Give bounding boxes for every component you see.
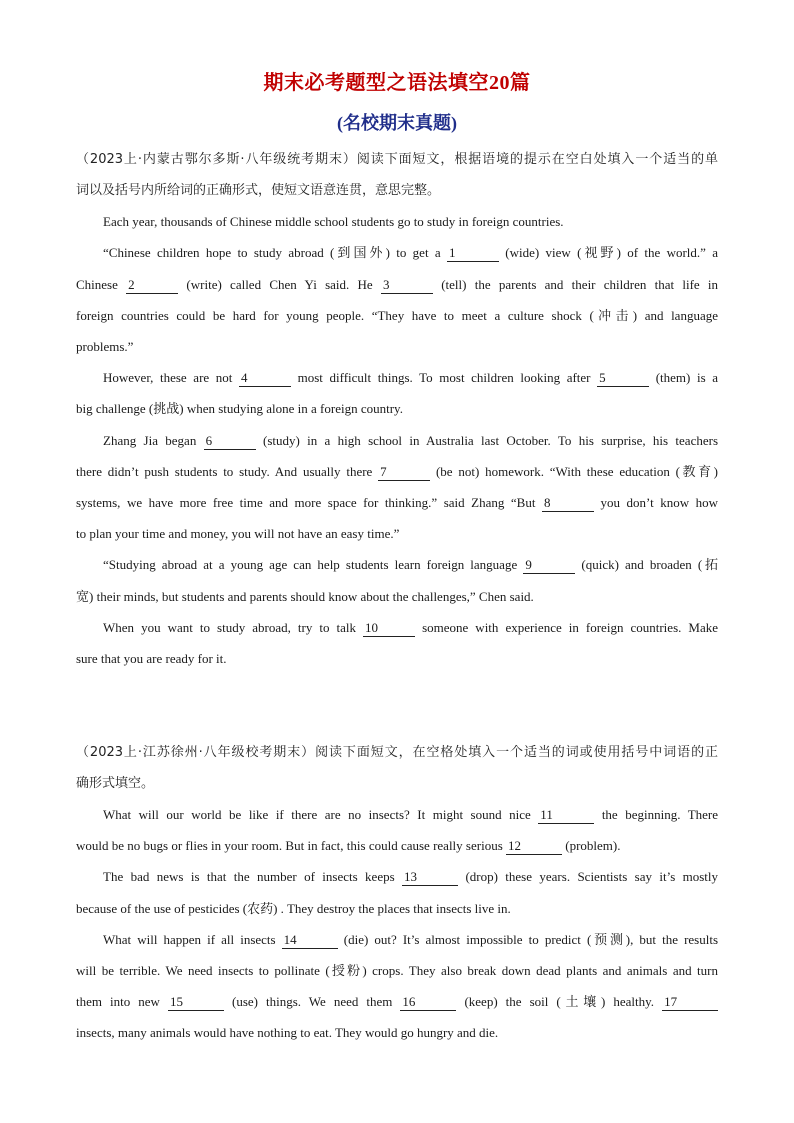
- paragraph-text: Zhang Jia began: [103, 433, 197, 448]
- page-title: 期末必考题型之语法填空20篇: [263, 72, 531, 94]
- blank-9[interactable]: 9: [523, 557, 575, 574]
- paragraph-text: there didn’t push students to study. And usually there: [76, 464, 373, 479]
- blank-6[interactable]: 6: [204, 433, 256, 450]
- paragraph-text: What will happen if all insects: [103, 932, 276, 947]
- paragraph-text: The bad news is that the number of insects keeps: [103, 869, 395, 884]
- passage2-paragraph3-line3: [76, 992, 718, 1012]
- blank-8[interactable]: 8: [542, 495, 594, 512]
- passage2-paragraph1-line2: [76, 836, 718, 856]
- paragraph-text: “Chinese children hope to study abroad (到国外) to get a: [103, 245, 441, 260]
- blank-15[interactable]: 15: [168, 994, 224, 1011]
- paragraph-text: you don’t know how: [600, 495, 719, 510]
- passage1-paragraph4-line1: [103, 431, 718, 451]
- blank-17[interactable]: 17: [662, 994, 718, 1011]
- blank-7[interactable]: 7: [378, 464, 430, 481]
- paragraph-text: (die) out? It’s almost impossible to predict (预测), but the results: [343, 932, 719, 947]
- passage2-instruction-line2: 确形式填空。: [76, 776, 155, 791]
- blank-13[interactable]: 13: [402, 869, 458, 886]
- blank-5[interactable]: 5: [597, 370, 649, 387]
- passage1-instruction-line1: （2023上·内蒙古鄂尔多斯·八年级统考期末）阅读下面短文，根据语境的提示在空白处填入一个适当的单: [76, 152, 718, 167]
- paragraph-text: (problem).: [565, 838, 621, 853]
- passage2-paragraph3-line1: [103, 930, 718, 950]
- page-subtitle: (名校期末真题): [337, 113, 457, 133]
- paragraph-text: (write) called Chen Yi said. He: [186, 277, 373, 292]
- paragraph-text: (keep) the soil (土壤) healthy.: [464, 994, 655, 1009]
- paragraph-text: (quick) and broaden (拓: [581, 557, 719, 572]
- passage1-paragraph6-line1: [103, 618, 718, 638]
- paragraph-text: What will our world be like if there are no insects? It might sound nice: [103, 807, 531, 822]
- paragraph-text: someone with experience in foreign countries. Make: [422, 620, 718, 635]
- passage1-paragraph4-line3: [76, 493, 718, 513]
- passage2-paragraph2-line2: because of the use of pesticides (农药) . They destroy the places that insects live in.: [76, 901, 511, 916]
- paragraph-text: (be not) homework. “With these education (教育): [435, 464, 718, 479]
- paragraph-text: them into new: [76, 994, 160, 1009]
- paragraph-text: (them) is a: [655, 370, 719, 385]
- passage1-paragraph1: Each year, thousands of Chinese middle school students go to study in foreign countries.: [103, 214, 564, 229]
- passage2-instruction-line1: （2023上·江苏徐州·八年级校考期末）阅读下面短文，在空格处填入一个适当的词或使用括号中词语的正: [76, 745, 718, 760]
- blank-1[interactable]: 1: [447, 245, 499, 262]
- passage1-paragraph2-line3: foreign countries could be hard for young people. “They have to meet a culture shock (冲击) and language: [76, 308, 718, 323]
- passage1-paragraph2-line2: [76, 275, 718, 295]
- blank-12[interactable]: 12: [506, 838, 562, 855]
- paragraph-text: (study) in a high school in Australia last October. To his surprise, his teachers: [262, 433, 718, 448]
- passage2-paragraph1-line1: [103, 805, 718, 825]
- passage1-paragraph5-line1: [103, 555, 718, 575]
- paragraph-text: (tell) the parents and their children that life in: [441, 277, 719, 292]
- passage1-instruction-line2: 词以及括号内所给词的正确形式，使短文语意连贯，意思完整。: [76, 183, 441, 198]
- blank-14[interactable]: 14: [282, 932, 338, 949]
- passage2-paragraph2-line1: [103, 867, 718, 887]
- paragraph-text: most difficult things. To most children looking after: [297, 370, 591, 385]
- paragraph-text: (drop) these years. Scientists say it’s mostly: [465, 869, 719, 884]
- passage1-paragraph4-line2: [76, 462, 718, 482]
- passage1-paragraph2-line4: problems.”: [76, 339, 134, 354]
- passage2-paragraph3-line4: insects, many animals would have nothing to eat. They would go hungry and die.: [76, 1025, 499, 1040]
- passage1-paragraph3-line1: [103, 368, 718, 388]
- passage1-paragraph2-line1: [103, 243, 718, 263]
- paragraph-text: However, these are not: [103, 370, 233, 385]
- blank-16[interactable]: 16: [400, 994, 456, 1011]
- paragraph-text: would be no bugs or flies in your room. But in fact, this could cause really serious: [76, 838, 503, 853]
- passage1-paragraph5-line2: 宽) their minds, but students and parents should know about the challenges,” Chen said.: [76, 589, 534, 604]
- passage1-paragraph3-line2: big challenge (挑战) when studying alone in a foreign country.: [76, 401, 403, 416]
- blank-10[interactable]: 10: [363, 620, 415, 637]
- blank-4[interactable]: 4: [239, 370, 291, 387]
- paragraph-text: (wide) view (视野) of the world.” a: [505, 245, 719, 260]
- paragraph-text: When you want to study abroad, try to talk: [103, 620, 356, 635]
- passage1-paragraph6-line2: sure that you are ready for it.: [76, 651, 227, 666]
- blank-2[interactable]: 2: [126, 277, 178, 294]
- blank-3[interactable]: 3: [381, 277, 433, 294]
- paragraph-text: Chinese: [76, 277, 118, 292]
- passage2-paragraph3-line2: will be terrible. We need insects to pollinate (授粉) crops. They also break down dead plants and animals and turn: [76, 963, 718, 978]
- paragraph-text: (use) things. We need them: [231, 994, 393, 1009]
- paragraph-text: the beginning. There: [601, 807, 719, 822]
- paragraph-text: “Studying abroad at a young age can help students learn foreign language: [103, 557, 518, 572]
- passage1-paragraph4-line4: to plan your time and money, you will not have an easy time.”: [76, 526, 400, 541]
- blank-11[interactable]: 11: [538, 807, 594, 824]
- paragraph-text: systems, we have more free time and more space for thinking.” said Zhang “But: [76, 495, 536, 510]
